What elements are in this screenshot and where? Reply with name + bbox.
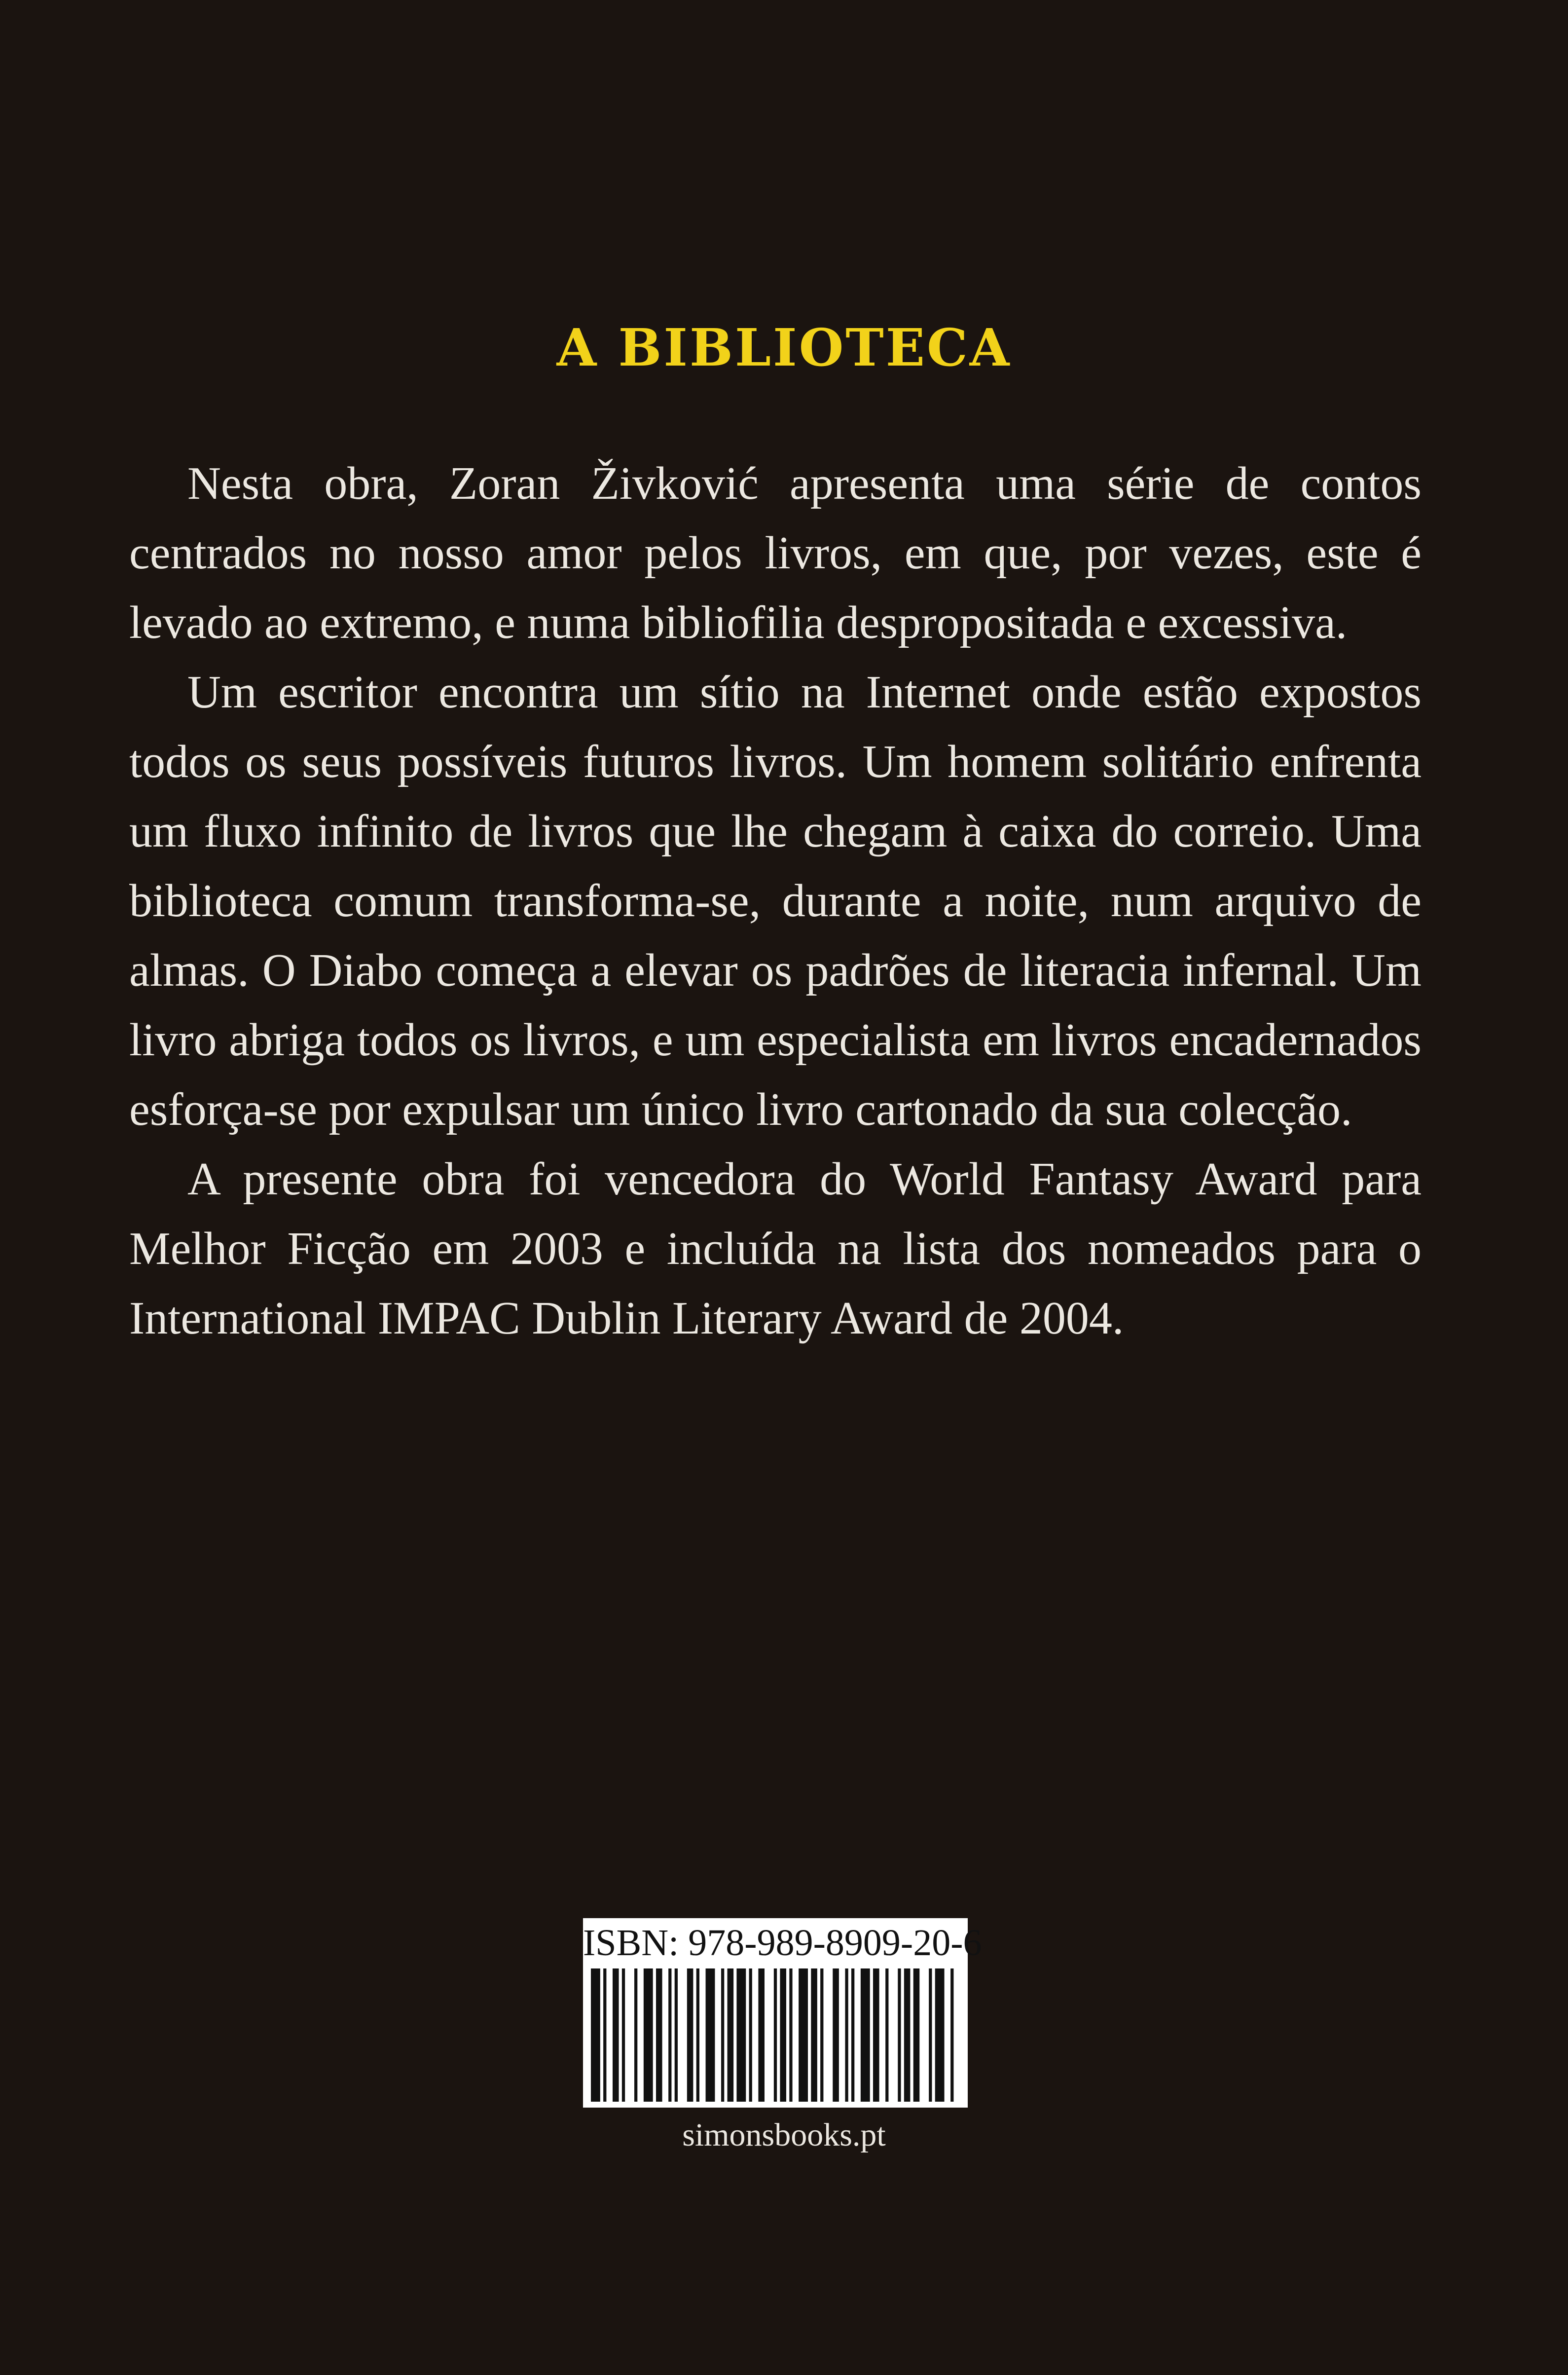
barcode-bar xyxy=(935,1968,945,2102)
barcode-bar xyxy=(696,1968,699,2102)
barcode-bar xyxy=(656,1968,662,2102)
barcode-bar xyxy=(728,1968,734,2102)
barcode-bar xyxy=(780,1968,786,2102)
barcode-bar xyxy=(622,1968,625,2102)
barcode-bar xyxy=(668,1968,671,2102)
barcode-bar xyxy=(811,1968,817,2102)
barcode-bar xyxy=(721,1968,724,2102)
barcode-bar xyxy=(774,1968,777,2102)
barcode-bar xyxy=(591,1968,600,2102)
synopsis-paragraph-3: A presente obra foi vencedora do World Fantasy Award para Melhor Ficção em 2003 e incluída na lista dos nomeados para o International IMPAC Dublin Literary Award de 2004. xyxy=(129,1153,1422,1344)
barcode-bar xyxy=(758,1968,765,2102)
barcode-bar xyxy=(851,1968,854,2102)
book-title: A BIBLIOTECA xyxy=(556,317,1012,378)
isbn-number: ISBN: 978-989-8909-20-6 xyxy=(583,1922,982,1964)
barcode-bar xyxy=(885,1968,888,2102)
barcode-bar xyxy=(603,1968,606,2102)
barcode-bar xyxy=(820,1968,823,2102)
barcode-bar xyxy=(898,1968,901,2102)
barcode-bar xyxy=(736,1968,746,2102)
barcode-bar xyxy=(904,1968,911,2102)
barcode-bar xyxy=(833,1968,839,2102)
barcode-bar xyxy=(706,1968,715,2102)
barcode-bar xyxy=(634,1968,637,2102)
barcode-image xyxy=(591,1968,960,2102)
barcode-bar xyxy=(675,1968,678,2102)
barcode-bar xyxy=(749,1968,752,2102)
barcode-bar xyxy=(929,1968,932,2102)
barcode-bar xyxy=(644,1968,653,2102)
publisher-website: simonsbooks.pt xyxy=(682,2117,886,2153)
synopsis-paragraph-2: Um escritor encontra um sítio na Internet onde estão expostos todos os seus possíveis futuros livros. Um homem solitário enfrenta um fluxo infinito de livros que lhe chegam à caixa do correio. Uma biblioteca comum transforma-se, durante a noite, num arquivo de almas. O Diabo começa a elevar os padrões de literacia infernal. Um livro abriga todos os livros, e um especialista em livros encadernados esforça-se por expulsar um único livro cartonado da sua colecção. xyxy=(129,667,1422,1135)
barcode-bar xyxy=(799,1968,808,2102)
barcode-bar xyxy=(687,1968,693,2102)
barcode-bar xyxy=(913,1968,920,2102)
barcode-bar xyxy=(950,1968,953,2102)
synopsis xyxy=(129,449,1422,1353)
barcode-bar xyxy=(861,1968,870,2102)
barcode-label xyxy=(583,1918,982,2108)
barcode-bar xyxy=(789,1968,792,2102)
barcode-bar xyxy=(613,1968,619,2102)
synopsis-paragraph-1: Nesta obra, Zoran Živković apresenta uma série de contos centrados no nosso amor pelos livros, em que, por vezes, este é levado ao extremo, e numa bibliofilia despropositada e excessiva. xyxy=(129,458,1422,648)
barcode-bar xyxy=(845,1968,848,2102)
barcode-bar xyxy=(873,1968,879,2102)
